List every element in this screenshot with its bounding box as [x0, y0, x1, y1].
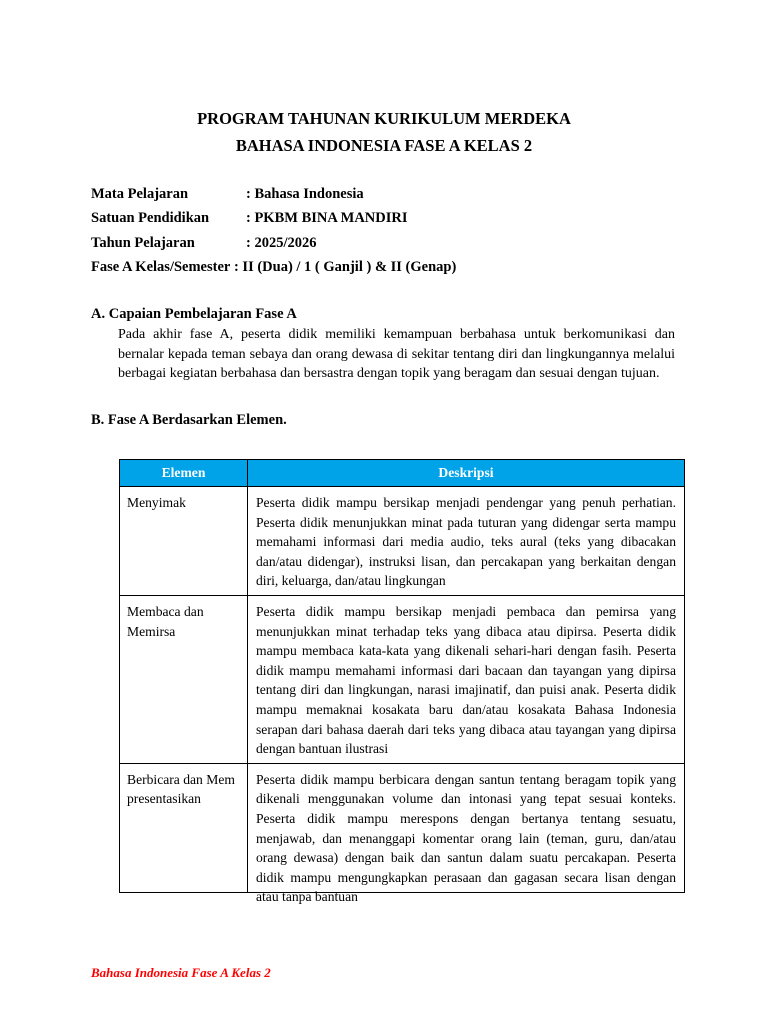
header-deskripsi: Deskripsi: [248, 460, 685, 487]
cell-elemen: Berbicara dan Mempresentasikan: [120, 763, 248, 892]
cell-deskripsi: Peserta didik mampu bersikap menjadi pembaca dan pemirsa yang menunjukkan minat terhadap teks yang dibaca atau dipirsa. Peserta didik mampu membaca kata-kata yang dikenali sehari-hari dengan fasih. Peserta didik mampu memahami informasi dari bacaan dan tayangan yang dipirsa tentang diri dan lingkungan, narasi imajinatif, dan puisi anak. Peserta didik mampu memaknai kosakata baru dan/atau kosakata Bahasa Indonesia serapan dari bahasa daerah dari teks yang dibaca atau tayangan yang dipirsa dengan bantuan ilustrasi: [248, 595, 685, 763]
table-row: [120, 487, 685, 596]
info-mata-pelajaran: [91, 186, 364, 203]
table-header-row: [120, 460, 685, 487]
page-footer: Bahasa Indonesia Fase A Kelas 2: [91, 965, 271, 980]
cell-elemen: Menyimak: [120, 487, 248, 596]
info-label: Fase A Kelas/Semester: [91, 259, 231, 275]
cell-deskripsi: [248, 763, 685, 905]
elemen-table: [119, 459, 685, 905]
info-fase-kelas-semester: [91, 259, 456, 276]
info-value: : II (Dua) / 1 ( Ganjil ) & II (Genap): [230, 259, 457, 275]
section-a-paragraph: Pada akhir fase A, peserta didik memiliki kemampuan berbahasa untuk berkomunikasi dan bernalar kepada teman sebaya dan orang dewasa di sekitar tentang diri dan lingkungannya melalui berbagai kegiatan berbahasa dan bersastra dengan topik yang beragam dan sesuai dengan tujuan.: [118, 327, 675, 382]
document-title-line1: PROGRAM TAHUNAN KURIKULUM MERDEKA: [197, 109, 571, 128]
table-row: [120, 763, 685, 892]
cell-deskripsi-text: Peserta didik mampu berbicara dengan santun tentang beragam topik yang dikenali menggunakan volume dan intonasi yang tepat sesuai konteks. Peserta didik mampu merespons dengan bertanya tentang sesuatu, menjawab, dan menanggapi komentar orang lain (teman, guru, dan/atau orang dewasa) dengan baik dan santun dalam suatu percakapan. Peserta didik mampu mengungkapkan perasaan dan gagasan secara lisan dengan atau tanpa bantuan: [256, 771, 676, 905]
info-value: : 2025/2026: [246, 235, 317, 251]
document-title-line2: BAHASA INDONESIA FASE A KELAS 2: [235, 136, 533, 155]
header-elemen: Elemen: [120, 460, 248, 487]
section-b-heading: B. Fase A Berdasarkan Elemen.: [91, 412, 287, 428]
info-satuan-pendidikan: [91, 210, 408, 227]
info-label: Mata Pelajaran: [91, 186, 189, 202]
table-row: [120, 595, 685, 763]
info-label: Satuan Pendidikan: [91, 210, 210, 226]
info-value: : Bahasa Indonesia: [246, 186, 364, 202]
cell-deskripsi: Peserta didik mampu bersikap menjadi pendengar yang penuh perhatian. Peserta didik menunjukkan minat pada tuturan yang didengar serta mampu memahami informasi dari media audio, teks aural (teks yang dibacakan dan/atau didengar), instruksi lisan, dan percakapan yang berkaitan dengan diri, keluarga, dan/atau lingkungan: [248, 487, 685, 596]
info-label: Tahun Pelajaran: [91, 235, 195, 251]
info-tahun-pelajaran: [91, 235, 316, 252]
section-a-heading: A. Capaian Pembelajaran Fase A: [91, 306, 297, 322]
info-value: : PKBM BINA MANDIRI: [246, 210, 408, 226]
cell-elemen: Membaca dan Memirsa: [120, 595, 248, 763]
